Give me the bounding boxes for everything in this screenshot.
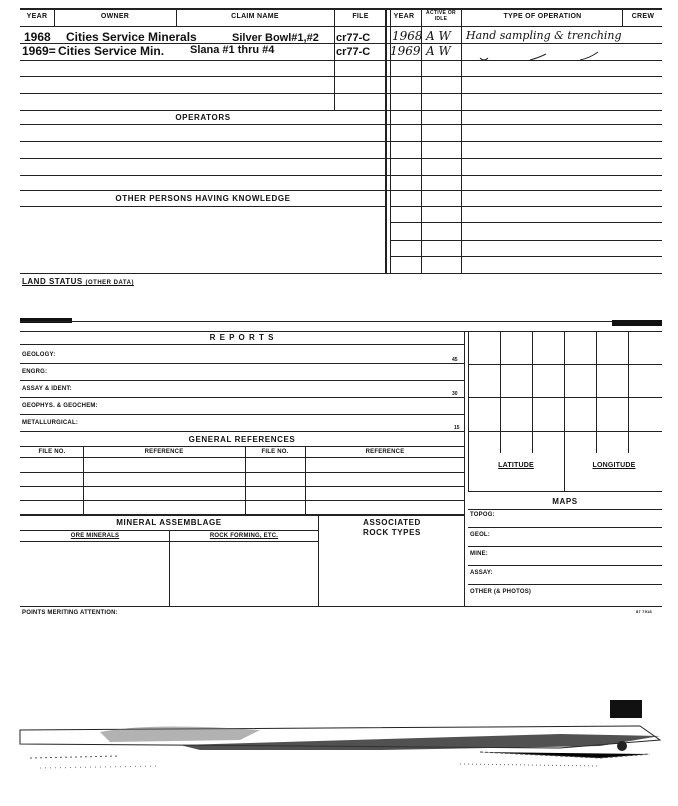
land-status-subtitle: (OTHER DATA) (85, 280, 134, 286)
reports-geophys-label: GEOPHYS. & GEOCHEM: (22, 403, 98, 409)
row-line (20, 43, 662, 44)
row-line (20, 486, 464, 487)
row-line (20, 363, 464, 364)
ore-minerals-col: ORE MINERALS (70, 533, 120, 539)
row-line (20, 175, 662, 176)
row-line (20, 190, 662, 191)
row-line (468, 546, 662, 547)
row-line (20, 446, 464, 447)
col-header-active-idle: ACTIVE OR IDLE (426, 10, 456, 22)
grid-line (468, 397, 662, 398)
divider (464, 331, 465, 606)
row-line (20, 158, 662, 159)
associated-heading: ASSOCIATED (363, 518, 421, 527)
row-line (20, 60, 662, 61)
top-border (20, 8, 662, 10)
grid-line (532, 331, 533, 453)
row-line (468, 527, 662, 528)
row-line (20, 472, 464, 473)
reports-assay-label: ASSAY & IDENT: (22, 386, 72, 392)
reports-geology-num: 45 (452, 357, 458, 363)
col-header-year-ops: YEAR (393, 13, 415, 20)
divider (622, 8, 623, 26)
row-2-claim: Slana #1 thru #4 (190, 44, 275, 56)
ops-row-2-year: 1969 (390, 44, 421, 58)
refs-col-file-no-2: FILE NO. (261, 449, 289, 455)
row-1-owner: Cities Service Minerals (66, 30, 197, 44)
reports-engrg-label: ENGRG: (22, 369, 48, 375)
maps-assay-label: ASSAY: (470, 570, 493, 576)
row-line (20, 514, 464, 516)
row-line (390, 240, 662, 241)
row-line (20, 141, 662, 142)
divider (169, 530, 170, 606)
divider (305, 446, 306, 514)
row-line (20, 431, 464, 432)
row-line (468, 509, 662, 510)
col-header-file: FILE (352, 13, 369, 20)
section-rule (20, 331, 662, 332)
heavy-rule-right (612, 320, 662, 326)
row-1-year: 1968 (24, 30, 51, 44)
mineral-assemblage-heading: MINERAL ASSEMBLAGE (116, 518, 222, 527)
row-2-year: 1969= (22, 44, 56, 58)
latitude-label: LATITUDE (498, 462, 534, 469)
row-line (20, 344, 464, 345)
maps-geol-label: GEOL: (470, 532, 490, 538)
refs-col-file-no-1: FILE NO. (38, 449, 66, 455)
reports-geology-label: GEOLOGY: (22, 352, 56, 358)
maps-mine-label: MINE: (470, 551, 488, 557)
row-line (20, 414, 464, 415)
grid-line (500, 331, 501, 453)
refs-col-reference-1: REFERENCE (144, 449, 184, 455)
row-line (20, 606, 662, 607)
row-2-owner: Cities Service Min. (58, 44, 165, 58)
grid-line (596, 331, 597, 453)
col-header-year: YEAR (26, 13, 48, 20)
col-header-crew: CREW (631, 13, 655, 20)
row-line (390, 222, 662, 223)
divider (334, 8, 335, 110)
row-line (20, 110, 662, 111)
grid-line (468, 364, 662, 365)
row-line (468, 491, 662, 492)
divider (54, 8, 55, 26)
ops-row-2-status: A W (426, 44, 451, 58)
longitude-label: LONGITUDE (592, 462, 636, 469)
row-line (20, 93, 662, 94)
grid-line (468, 431, 662, 432)
general-references-heading: GENERAL REFERENCES (188, 435, 296, 444)
row-line (20, 76, 662, 77)
row-line (468, 584, 662, 585)
row-1-claim: Silver Bowl#1,#2 (232, 32, 319, 44)
row-line (20, 397, 464, 398)
divider (176, 8, 177, 26)
col-header-type-operation: TYPE OF OPERATION (503, 13, 582, 20)
row-2-file: cr77-C (336, 46, 371, 58)
ops-row-1-type: Hand sampling & trenching (466, 29, 622, 42)
section-rule (20, 321, 662, 322)
operators-heading: OPERATORS (175, 113, 231, 122)
col-header-owner: OWNER (100, 13, 130, 20)
row-line (390, 256, 662, 257)
divider (245, 446, 246, 514)
grid-line (628, 331, 629, 453)
rock-forming-col: ROCK FORMING, ETC. (209, 533, 279, 539)
scan-noise (0, 700, 678, 790)
land-status-title: LAND STATUS (22, 277, 83, 286)
ops-row-1-year: 1968 (392, 29, 423, 43)
land-status-label (22, 277, 134, 286)
row-line (390, 206, 662, 207)
row-line (20, 380, 464, 381)
rock-types-heading: ROCK TYPES (362, 528, 421, 537)
reports-assay-num: 30 (452, 391, 458, 397)
other-persons-heading: OTHER PERSONS HAVING KNOWLEDGE (115, 194, 291, 203)
row-line (20, 457, 464, 458)
reports-heading: R E P O R T S (209, 333, 275, 342)
row-line (468, 565, 662, 566)
row-line (20, 273, 662, 274)
maps-heading: MAPS (552, 497, 578, 506)
ditto-marks (470, 48, 630, 64)
maps-other-label: OTHER (& PHOTOS) (470, 589, 532, 595)
header-bottom-line (20, 26, 662, 27)
divider (318, 514, 319, 606)
reports-metallurgical-num: 15 (454, 425, 460, 431)
divider (83, 446, 84, 514)
col-header-claim-name: CLAIM NAME (231, 13, 279, 20)
points-meriting-attention: POINTS MERITING ATTENTION: (22, 610, 118, 616)
row-line (20, 124, 662, 125)
reports-metallurgical-label: METALLURGICAL: (22, 420, 79, 426)
row-line (20, 500, 464, 501)
refs-col-reference-2: REFERENCE (365, 449, 405, 455)
ops-row-1-status: A W (426, 29, 451, 43)
row-1-file: cr77-C (336, 32, 371, 44)
grid-line (564, 331, 565, 491)
form-code: 87 7918 (636, 609, 652, 614)
row-line (20, 206, 386, 207)
maps-topog-label: TOPOG: (470, 512, 495, 518)
